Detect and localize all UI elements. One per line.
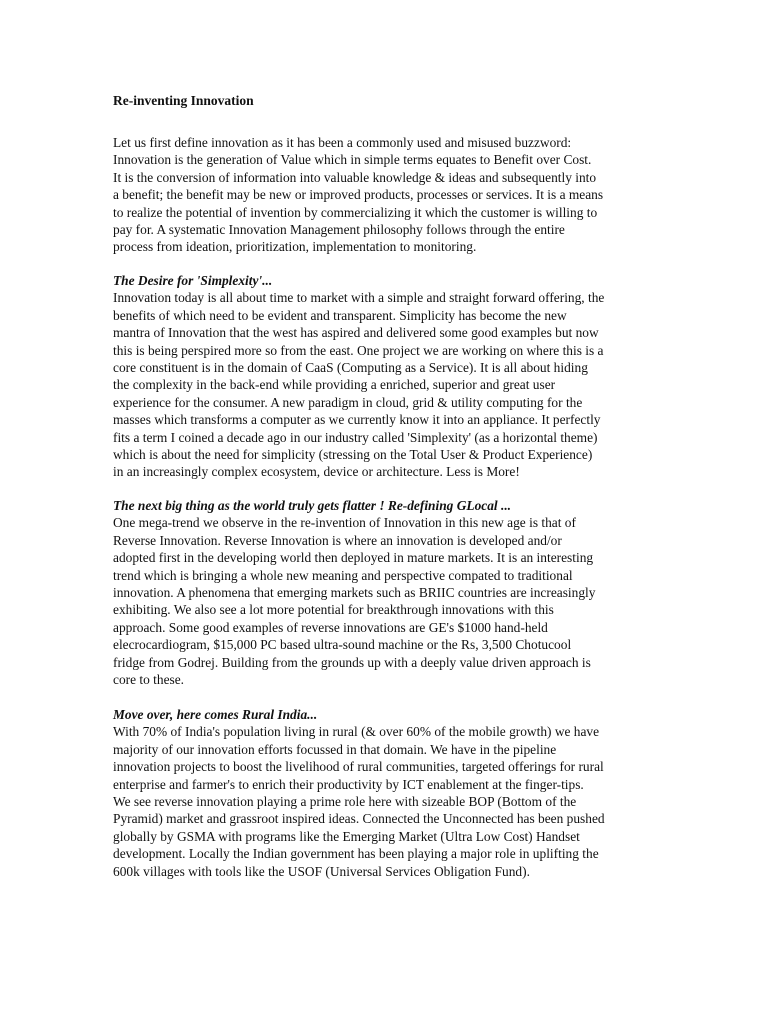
text-line: Reverse Innovation. Reverse Innovation is where an innovation is developed and/or [113, 532, 562, 548]
text-line: innovation. A phenomena that emerging markets such as BRIIC countries are increasingly [113, 584, 596, 600]
text-line: fridge from Godrej. Building from the grounds up with a deeply value driven approach is [113, 654, 591, 670]
text-line: exhibiting. We also see a lot more potential for breakthrough innovations with this [113, 602, 554, 618]
text-line: Innovation is the generation of Value which in simple terms equates to Benefit over Cost. [113, 152, 592, 168]
text-line: core constituent is in the domain of CaaS (Computing as a Service). It is all about hiding [113, 359, 588, 375]
section-simplexity [113, 272, 604, 481]
text-line: this is being perspired more so from the east. One project we are working on where this is a [113, 342, 604, 358]
text-line: pay for. A systematic Innovation Management philosophy follows through the entire [113, 221, 565, 237]
text-line: enterprise and farmer's to enrich their productivity by ICT enablement at the finger-tips. [113, 776, 584, 792]
text-line: elecrocardiogram, $15,000 PC based ultra-sound machine or the Rs, 3,500 Chotucool [113, 637, 572, 653]
text-line: masses which transforms a computer as we currently know it into an appliance. It perfectly [113, 412, 601, 428]
text-line: It is the conversion of information into valuable knowledge & ideas and subsequently into [113, 169, 597, 185]
text-line: majority of our innovation efforts focussed in that domain. We have in the pipeline [113, 741, 557, 757]
text-line: trend which is bringing a whole new meaning and perspective compated to traditional [113, 567, 573, 583]
text-line: experience for the consumer. A new paradigm in cloud, grid & utility computing for the [113, 394, 583, 410]
text-line: a benefit; the benefit may be new or improved products, processes or services. It is a means [113, 187, 604, 203]
text-line: which is about the need for simplicity (stressing on the Total User & Product Experience) [113, 446, 593, 462]
text-line: 600k villages with tools like the USOF (Universal Services Obligation Fund). [113, 863, 530, 879]
section-rural-india [113, 706, 605, 880]
text-line: in an increasingly complex ecosystem, device or architecture. Less is More! [113, 464, 520, 480]
text-line: innovation projects to boost the livelihood of rural communities, targeted offerings for rural [113, 759, 604, 775]
text-line: core to these. [113, 671, 185, 687]
text-line: Innovation today is all about time to market with a simple and straight forward offering, the [113, 290, 605, 306]
text-line: adopted first in the developing world then deployed in mature markets. It is an interesting [113, 550, 594, 566]
text-line: Pyramid) market and grassroot inspired ideas. Connected the Unconnected has been pushed [113, 811, 605, 827]
text-line: to realize the potential of invention by commercializing it which the customer is willing to [113, 204, 598, 220]
text-line: One mega-trend we observe in the re-invention of Innovation in this new age is that of [113, 515, 576, 531]
section-glocal [113, 497, 595, 688]
text-line: globally by GSMA with programs like the Emerging Market (Ultra Low Cost) Handset [113, 828, 580, 844]
section-heading: Move over, here comes Rural India... [113, 707, 318, 722]
text-line: We see reverse innovation playing a prime role here with sizeable BOP (Bottom of the [113, 793, 577, 809]
text-line: mantra of Innovation that the west has aspired and delivered some good examples but now [113, 325, 599, 341]
text-line: fits a term I coined a decade ago in our industry called 'Simplexity' (as a horizontal theme) [113, 429, 598, 445]
text-line: With 70% of India's population living in rural (& over 60% of the mobile growth) we have [113, 724, 600, 740]
text-line: benefits of which need to be evident and transparent. Simplicity has become the new [113, 307, 567, 323]
text-line: process from ideation, prioritization, implementation to monitoring. [113, 239, 477, 255]
section-heading: The next big thing as the world truly gets flatter ! Re-defining GLocal ... [113, 498, 512, 513]
section-heading: The Desire for 'Simplexity'... [113, 273, 273, 288]
text-line: development. Locally the Indian government has been playing a major role in uplifting the [113, 846, 599, 862]
text-line: Let us first define innovation as it has been a commonly used and misused buzzword: [113, 135, 572, 150]
intro-paragraph [113, 134, 603, 256]
document-title: Re-inventing Innovation [113, 93, 254, 108]
text-line: approach. Some good examples of reverse innovations are GE's $1000 hand-held [113, 619, 548, 635]
text-line: the complexity in the back-end while providing a enriched, superior and great user [113, 377, 556, 393]
